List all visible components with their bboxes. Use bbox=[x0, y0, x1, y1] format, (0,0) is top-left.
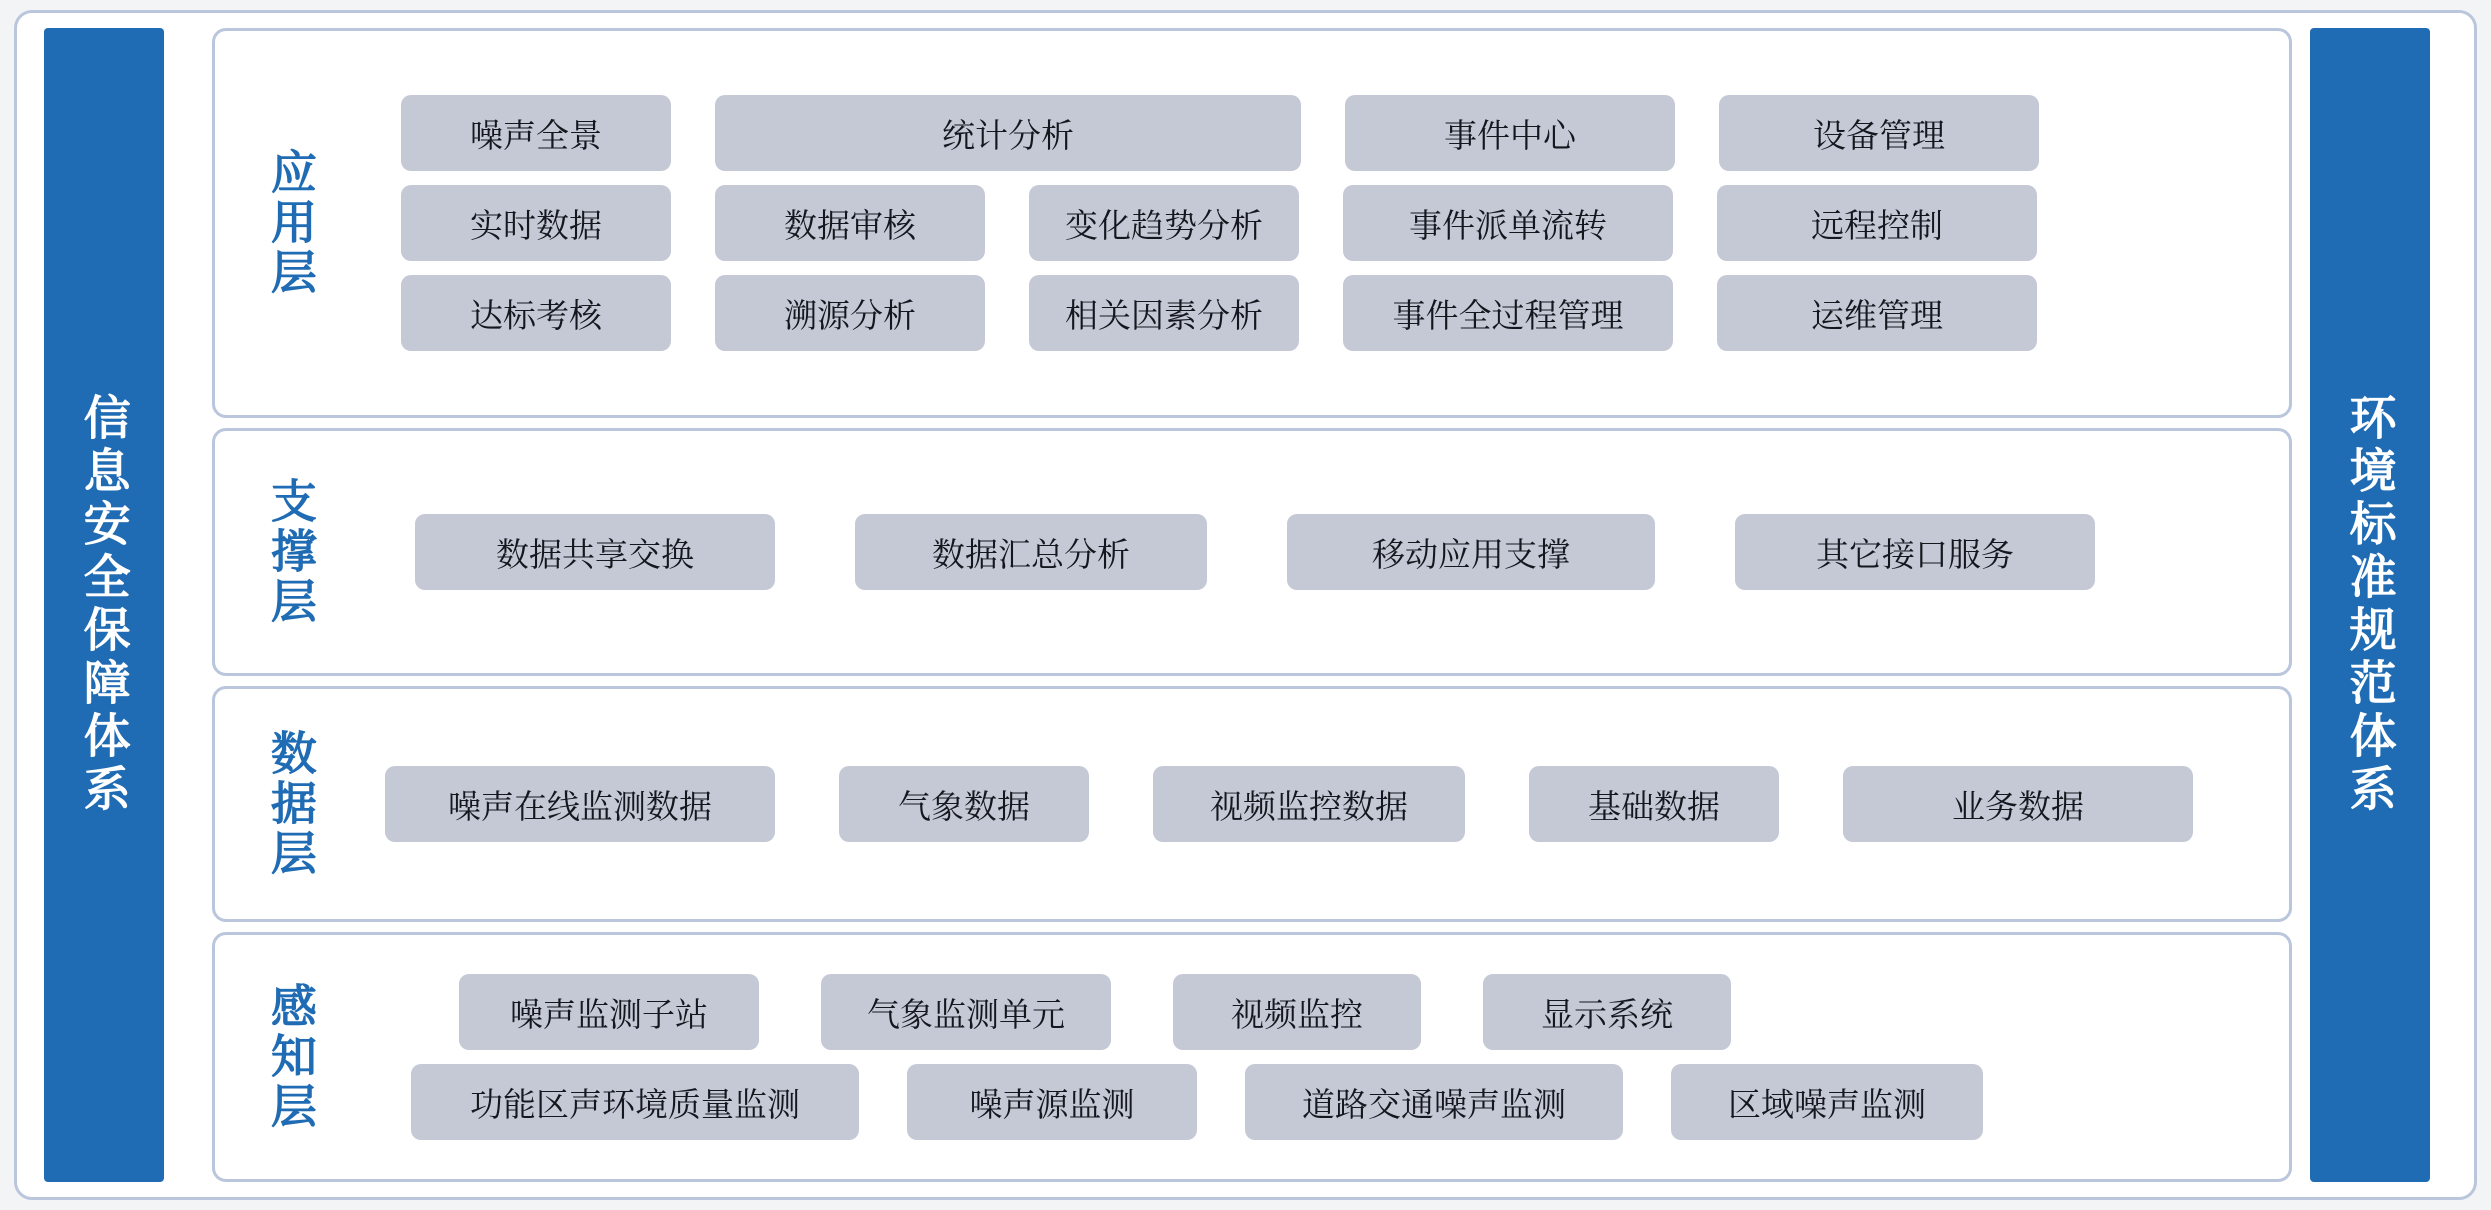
layer-support bbox=[212, 428, 2292, 676]
layer-data-body bbox=[365, 689, 2289, 919]
layer-support-title-text: 支撑层 bbox=[264, 477, 317, 627]
chip-meteorological-monitoring-unit[interactable]: 气象监测单元 bbox=[821, 974, 1111, 1050]
layer-application bbox=[212, 28, 2292, 418]
perception-row-1 bbox=[379, 974, 2275, 1050]
chip-other-interface-services[interactable]: 其它接口服务 bbox=[1735, 514, 2095, 590]
layer-application-body bbox=[365, 31, 2289, 415]
chip-statistical-analysis[interactable]: 统计分析 bbox=[715, 95, 1301, 171]
chip-regional-noise-monitoring[interactable]: 区域噪声监测 bbox=[1671, 1064, 1983, 1140]
application-row-2 bbox=[379, 185, 2275, 261]
layer-data-title bbox=[215, 689, 365, 919]
chip-noise-monitoring-substation[interactable]: 噪声监测子站 bbox=[459, 974, 759, 1050]
chip-realtime-data[interactable]: 实时数据 bbox=[401, 185, 671, 261]
layer-perception-body bbox=[365, 935, 2289, 1179]
layer-support-title bbox=[215, 431, 365, 673]
layer-perception-title bbox=[215, 935, 365, 1179]
chip-road-traffic-noise-monitoring[interactable]: 道路交通噪声监测 bbox=[1245, 1064, 1623, 1140]
application-row-3 bbox=[379, 275, 2275, 351]
chip-correlation-factor-analysis[interactable]: 相关因素分析 bbox=[1029, 275, 1299, 351]
chip-data-sharing-exchange[interactable]: 数据共享交换 bbox=[415, 514, 775, 590]
chip-noise-source-monitoring[interactable]: 噪声源监测 bbox=[907, 1064, 1197, 1140]
support-row-1 bbox=[379, 514, 2275, 590]
data-row-1 bbox=[379, 766, 2275, 842]
chip-noise-panorama[interactable]: 噪声全景 bbox=[401, 95, 671, 171]
chip-functional-zone-acoustic-environment-monitoring[interactable]: 功能区声环境质量监测 bbox=[411, 1064, 859, 1140]
chip-remote-control[interactable]: 远程控制 bbox=[1717, 185, 2037, 261]
chip-basic-data[interactable]: 基础数据 bbox=[1529, 766, 1779, 842]
application-row-1 bbox=[379, 95, 2275, 171]
chip-noise-online-monitoring-data[interactable]: 噪声在线监测数据 bbox=[385, 766, 775, 842]
chip-source-tracing-analysis[interactable]: 溯源分析 bbox=[715, 275, 985, 351]
chip-data-aggregation-analysis[interactable]: 数据汇总分析 bbox=[855, 514, 1207, 590]
left-sidebar-label: 信息安全保障体系 bbox=[77, 393, 131, 817]
layer-data-title-text: 数据层 bbox=[264, 729, 317, 879]
chip-video-surveillance[interactable]: 视频监控 bbox=[1173, 974, 1421, 1050]
chip-business-data[interactable]: 业务数据 bbox=[1843, 766, 2193, 842]
chip-mobile-application-support[interactable]: 移动应用支撑 bbox=[1287, 514, 1655, 590]
layer-data bbox=[212, 686, 2292, 922]
chip-event-dispatch-flow[interactable]: 事件派单流转 bbox=[1343, 185, 1673, 261]
perception-row-2 bbox=[379, 1064, 2275, 1140]
chip-event-center[interactable]: 事件中心 bbox=[1345, 95, 1675, 171]
chip-data-review[interactable]: 数据审核 bbox=[715, 185, 985, 261]
right-sidebar-label: 环境标准规范体系 bbox=[2343, 393, 2397, 817]
layer-support-body bbox=[365, 431, 2289, 673]
chip-video-surveillance-data[interactable]: 视频监控数据 bbox=[1153, 766, 1465, 842]
chip-operation-maintenance-management[interactable]: 运维管理 bbox=[1717, 275, 2037, 351]
layer-perception bbox=[212, 932, 2292, 1182]
chip-trend-analysis[interactable]: 变化趋势分析 bbox=[1029, 185, 1299, 261]
layer-perception-title-text: 感知层 bbox=[264, 982, 317, 1132]
layer-application-title bbox=[215, 31, 365, 415]
chip-meteorological-data[interactable]: 气象数据 bbox=[839, 766, 1089, 842]
chip-event-full-process-management[interactable]: 事件全过程管理 bbox=[1343, 275, 1673, 351]
chip-device-management[interactable]: 设备管理 bbox=[1719, 95, 2039, 171]
right-sidebar-environment-standards bbox=[2310, 28, 2430, 1182]
chip-compliance-assessment[interactable]: 达标考核 bbox=[401, 275, 671, 351]
layer-application-title-text: 应用层 bbox=[264, 148, 317, 298]
chip-display-system[interactable]: 显示系统 bbox=[1483, 974, 1731, 1050]
left-sidebar-information-security bbox=[44, 28, 164, 1182]
